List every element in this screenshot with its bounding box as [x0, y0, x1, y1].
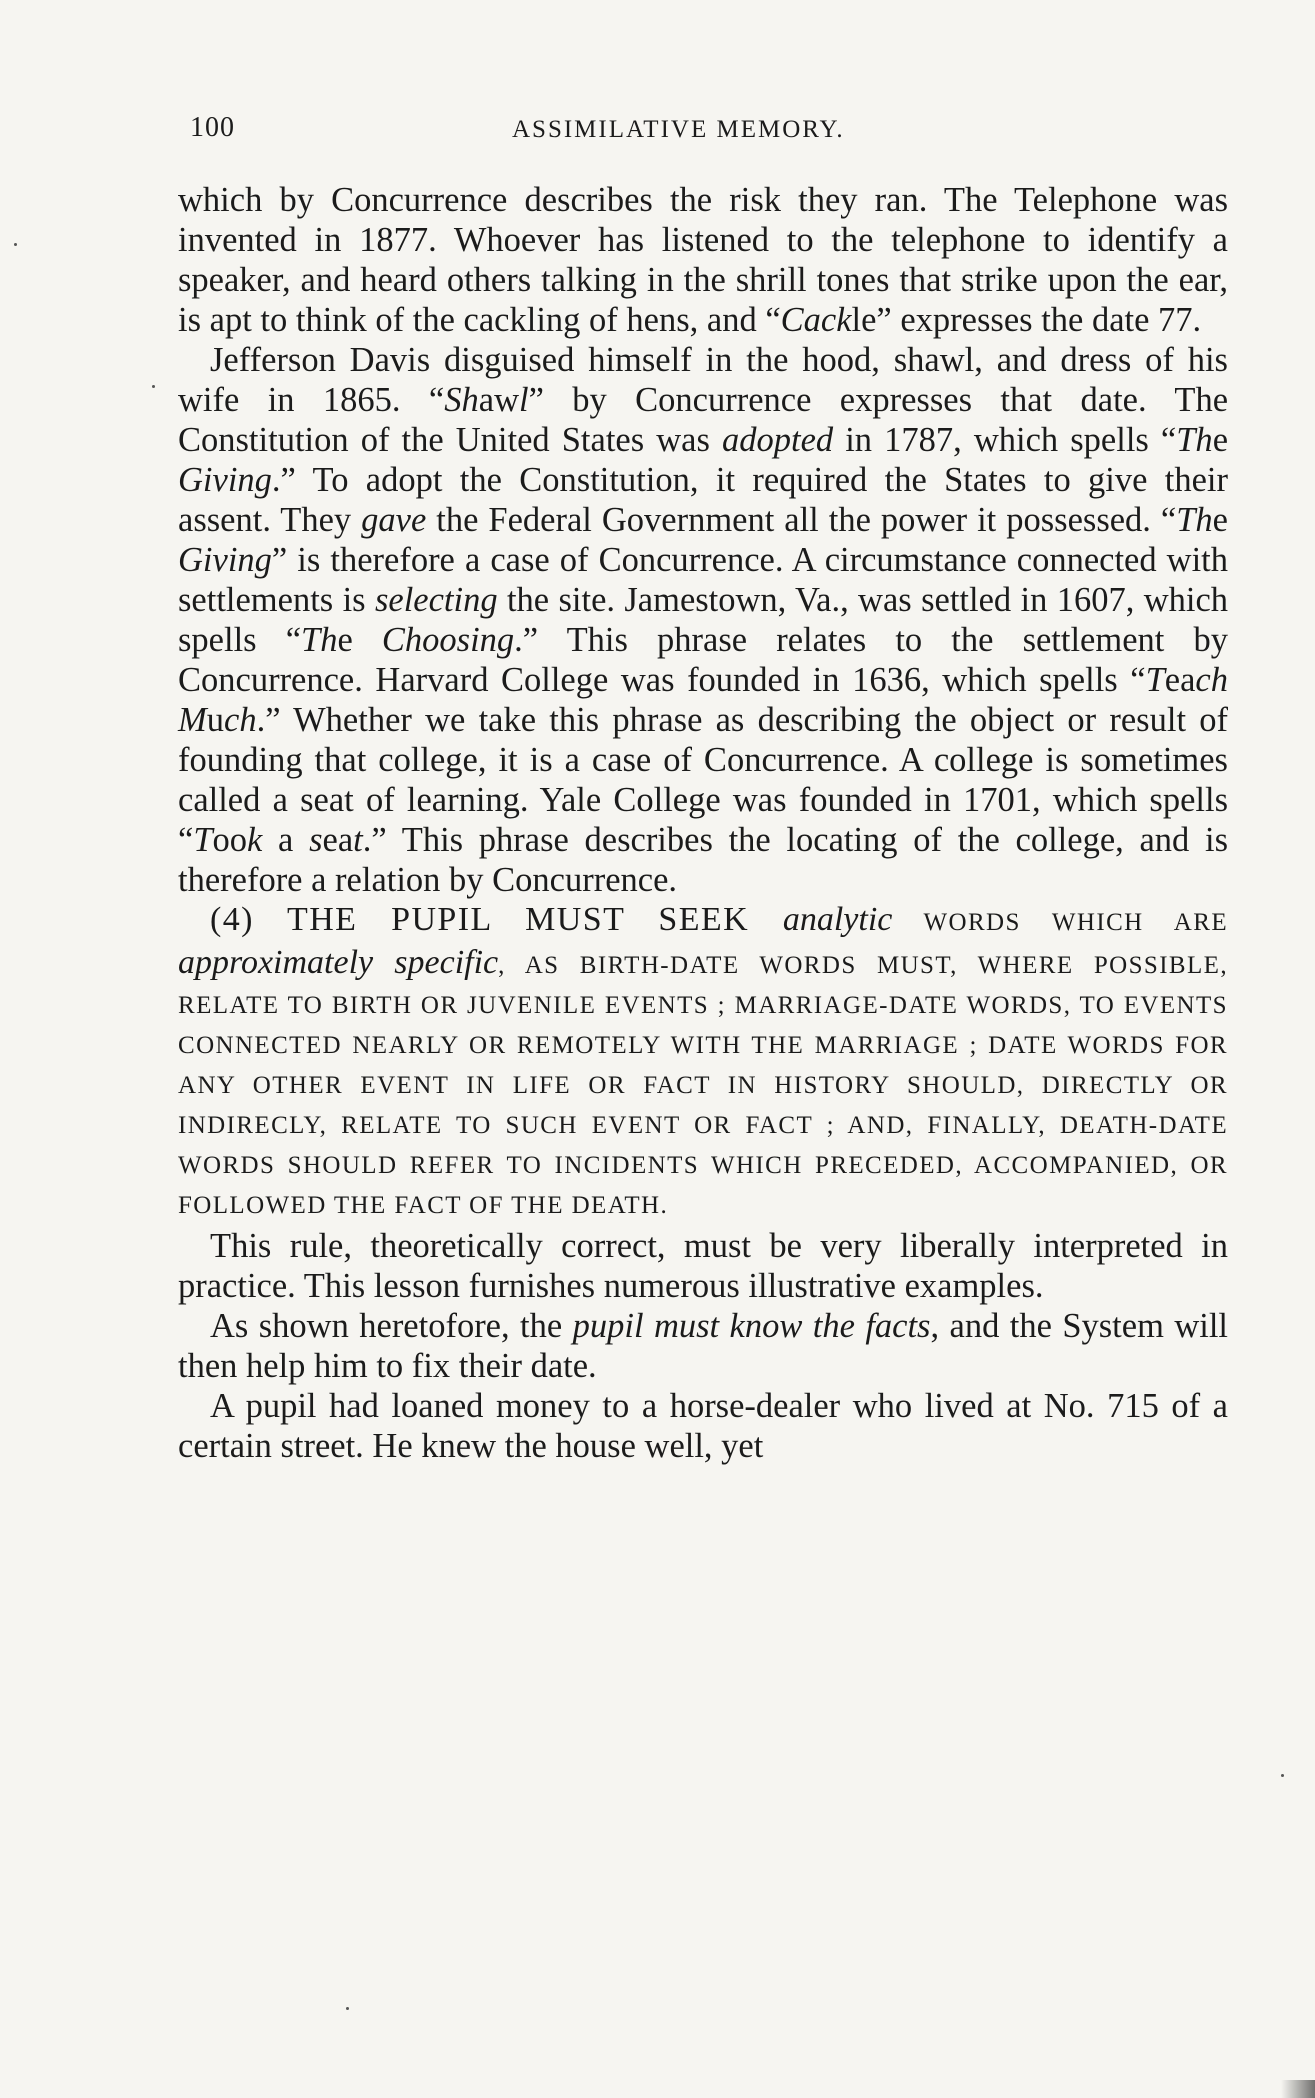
italic-span: approximately specific: [178, 944, 499, 981]
text-span: (4) THE PUPIL MUST SEEK: [210, 901, 783, 938]
paragraph-rule-four: [178, 900, 1228, 1226]
italic-span: l: [518, 381, 529, 419]
italic-span: analytic: [782, 901, 893, 938]
text-span: .” This phrase relates to the settlement by Concurrence. Harvard College was founded in 1636, which spells “: [178, 621, 1228, 699]
paragraph-rule-interpretation: [178, 1226, 1228, 1306]
text-span: which by Concurrence describes the risk they ran. The Telephone was invented in 1877. Whoever has listened to the telephone to identify a speaker, and heard others talking in the shrill tones that strike upon the ear, is apt to think of the cackling of hens, and “: [178, 181, 1228, 339]
text-span: ” is therefore a case of Concurrence. A circumstance connected with settlements is: [178, 541, 1228, 619]
paper-speck: [152, 385, 155, 388]
italic-span: Cack: [780, 301, 852, 339]
paragraph-telephone: [178, 180, 1228, 340]
paragraph-horse-dealer: [178, 1386, 1228, 1466]
text-span: le” expresses the date 77.: [851, 301, 1202, 339]
paper-speck: [346, 2007, 349, 2010]
italic-span: ch: [224, 701, 257, 739]
text-span: e: [1212, 501, 1228, 539]
text-span: ” by Concurrence expresses that date. The Constitution of the United States was: [178, 381, 1229, 459]
text-span: ea: [1164, 661, 1196, 699]
text-span: a: [262, 821, 310, 859]
text-span: oo: [212, 821, 248, 859]
italic-span: Sh: [444, 381, 479, 419]
paper-speck: [1281, 1774, 1284, 1777]
italic-span: pupil must know the facts: [572, 1307, 931, 1345]
text-span: .” Whether we take this phrase as describing the object or result of founding that college, it is a case of Concurrence. A college is sometimes called a seat of learning. Yale College was founded in 1701, which spells “: [178, 701, 1228, 859]
page-header: [190, 112, 1230, 152]
paragraph-know-the-facts: [178, 1306, 1228, 1386]
italic-span: ch M: [178, 661, 1228, 739]
text-span: aw: [478, 381, 519, 419]
italic-span: t: [353, 821, 363, 859]
text-span: WORDS WHICH ARE: [892, 909, 1228, 936]
text-span: , AS BIRTH-DATE WORDS MUST, WHERE POSSIBLE, RELATE TO BIRTH OR JUVENILE EVENTS ; MARRIAGE-DATE WORDS, TO EVENTS CONNECTED NEARLY OR REMOTELY WITH THE MARRIAGE ; DATE WORDS FOR ANY OTHER EVENT IN LIFE OR FACT IN HISTORY SHOULD, DIRECTLY OR INDIRECLY, RELATE TO SUCH EVENT OR FACT ; AND, FINALLY, DEATH-DATE WORDS SHOULD REFER TO INCIDENTS WHICH PRECEDED, ACCOMPANIED, OR FOLLOWED THE FACT OF THE DEATH.: [178, 952, 1228, 1219]
text-span: e: [337, 621, 382, 659]
italic-span: s: [309, 821, 323, 859]
text-span: in 1787, which spells “: [833, 421, 1177, 459]
body-text: [178, 180, 1228, 1466]
text-span: As shown heretofore, the: [210, 1307, 573, 1345]
italic-span: Th: [301, 621, 338, 659]
paper-speck: [14, 243, 17, 246]
italic-span: T: [1145, 661, 1165, 699]
italic-span: adopted: [721, 421, 834, 459]
italic-span: Choosing: [381, 621, 515, 659]
italic-span: Th: [1176, 501, 1213, 539]
italic-span: selecting: [374, 581, 498, 619]
page-number: 100: [190, 112, 235, 143]
paragraph-concurrence-examples: [178, 340, 1228, 900]
text-span: the Federal Government all the power it possessed. “: [426, 501, 1177, 539]
page-edge-shadow: [1281, 2080, 1315, 2098]
italic-span: k: [247, 821, 263, 859]
italic-span: Giving: [178, 541, 272, 579]
text-span: e: [1212, 421, 1229, 459]
italic-span: T: [193, 821, 213, 859]
text-span: .” This phrase describes the locating of the college, and is therefore a relation by Concurrence.: [178, 821, 1228, 899]
text-span: the site. Jamestown, Va., was settled in 1607, which spells “: [178, 581, 1229, 659]
text-span: Jefferson Davis disguised himself in the hood, shawl, and dress of his wife in 1865. “: [178, 341, 1228, 419]
text-span: This rule, theoretically correct, must be very liberally interpreted in practice. This lesson furnishes numerous illustrative examples.: [178, 1227, 1228, 1305]
running-head: ASSIMILATIVE MEMORY.: [512, 116, 845, 143]
text-span: u: [206, 701, 224, 739]
text-span: A pupil had loaned money to a horse-dealer who lived at No. 715 of a certain street. He knew the house well, yet: [178, 1387, 1228, 1465]
text-span: , and the System will then help him to fix their date.: [178, 1307, 1229, 1385]
italic-span: Giving: [178, 461, 272, 499]
italic-span: Th: [1176, 421, 1213, 459]
text-span: ea: [322, 821, 354, 859]
text-span: .” To adopt the Constitution, it required the States to give their assent. They: [178, 461, 1228, 539]
italic-span: gave: [361, 501, 427, 539]
